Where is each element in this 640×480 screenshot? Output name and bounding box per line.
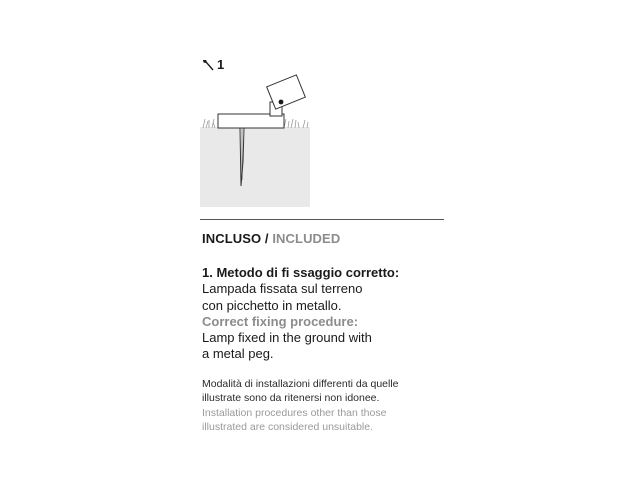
tool-marker — [202, 58, 224, 72]
tool-count: 1 — [217, 57, 225, 72]
installation-illustration — [200, 72, 310, 207]
ground-area — [200, 127, 310, 207]
note-it-1: Modalità di installazioni differenti da quelle — [202, 378, 399, 390]
procedure-text-it-1: Lampada fissata sul terreno — [202, 281, 363, 297]
procedure-block — [202, 265, 442, 363]
included-heading — [202, 231, 340, 246]
procedure-text-it-2: con picchetto in metallo. — [202, 297, 342, 313]
procedure-text-en-2: a metal peg. — [202, 346, 274, 362]
note-it-2: illustrate sono da ritenersi non idonee. — [202, 392, 380, 405]
wrench-icon — [202, 59, 215, 71]
divider — [200, 219, 444, 220]
included-en: INCLUDED — [272, 231, 341, 246]
installation-note — [202, 377, 442, 434]
included-separator: / — [261, 231, 273, 246]
note-en-2: illustrated are considered unsuitable. — [202, 420, 374, 433]
note-en-1: Installation procedures other than those — [202, 406, 387, 419]
included-it: INCLUSO — [202, 231, 262, 246]
procedure-title-en: Correct fixing procedure: — [202, 313, 359, 329]
procedure-title-it: 1. Metodo di fi ssaggio corretto: — [202, 265, 400, 280]
procedure-text-en-1: Lamp fixed in the ground with — [202, 330, 372, 346]
lamp-pivot — [279, 100, 284, 105]
